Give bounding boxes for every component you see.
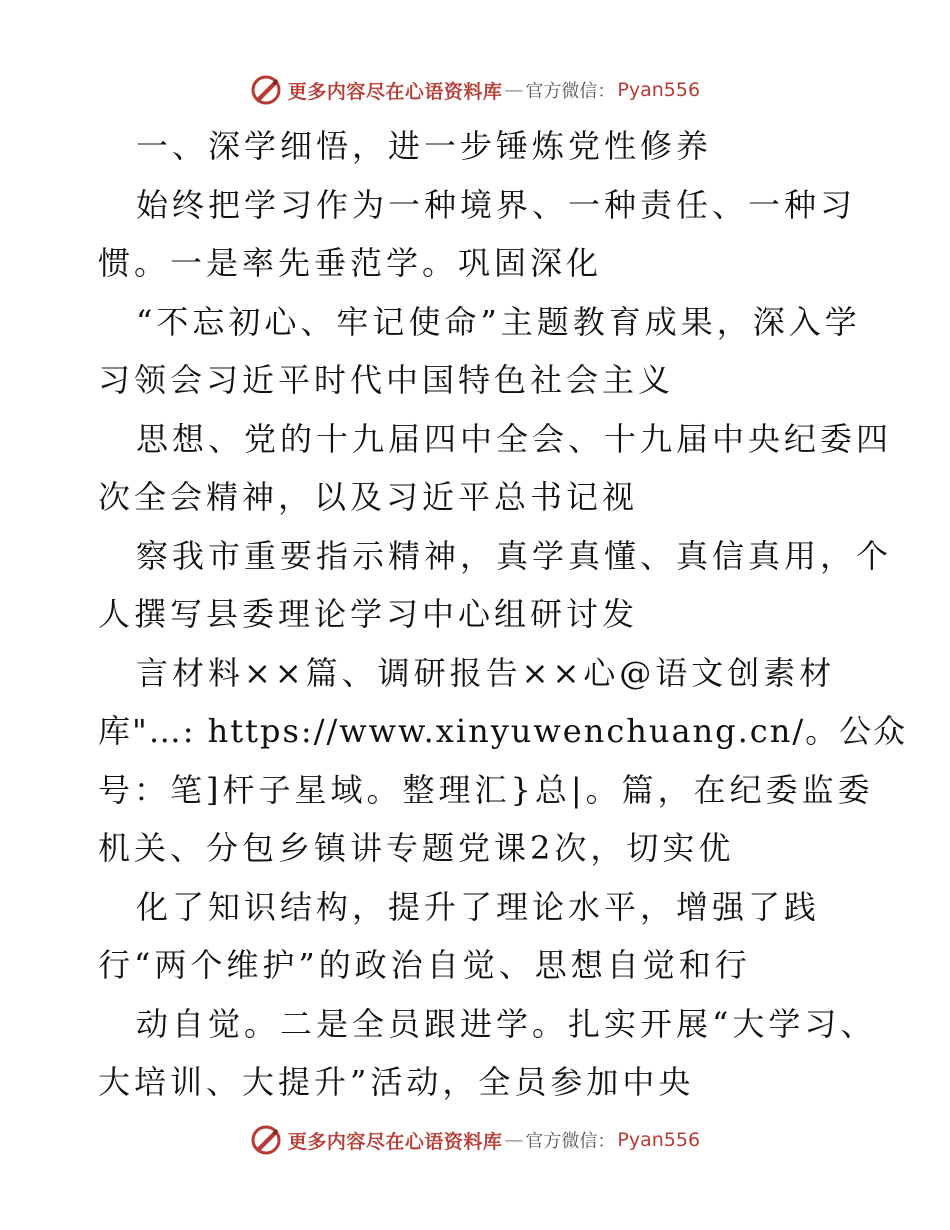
text-line: 次全会精神，以及习近平总书记视 [98, 478, 639, 516]
text-line: 行“两个维护”的政治自觉、思想自觉和行 [98, 946, 751, 984]
text-line: 惯。一是率先垂范学。巩固深化 [98, 244, 603, 282]
pen-logo-icon [250, 1124, 282, 1156]
text-line: “不忘初心、牢记使命”主题教育成果，深入学 [136, 302, 861, 341]
banner-separator: — [504, 79, 524, 101]
text-line: 察我市重要指示精神，真学真懂、真信真用，个 [136, 536, 893, 575]
banner-official-label: 官方微信： [525, 81, 616, 102]
section-heading: 一、深学细悟，进一步锤炼党性修养 [136, 127, 713, 165]
footer-banner [0, 1120, 950, 1160]
text-line: 思想、党的十九届四中全会、十九届中央纪委四 [136, 419, 893, 458]
banner-wechat-id: Pyan556 [617, 79, 701, 101]
banner-wechat-id: Pyan556 [617, 1129, 701, 1151]
text-line: 习领会习近平时代中国特色社会主义 [98, 361, 675, 399]
text-line-url: 库"…: https://www.xinyuwenchuang.cn/。公众 [98, 712, 908, 750]
document-body [98, 117, 908, 1112]
text-line: 大培训、大提升”活动，全员参加中央 [98, 1063, 695, 1101]
text-line: 号：笔]杆子星域。整理汇}总|。篇，在纪委监委 [98, 770, 874, 809]
text-line: 人撰写县委理论学习中心组研讨发 [98, 595, 639, 633]
text-line: 始终把学习作为一种境界、一种责任、一种习 [136, 185, 857, 224]
pen-logo-icon [250, 74, 282, 106]
header-banner [0, 70, 950, 110]
text-line: 动自觉。二是全员跟进学。扎实开展“大学习、 [136, 1004, 877, 1043]
text-line: 机关、分包乡镇讲专题党课2次，切实优 [98, 829, 735, 867]
banner-site-name: 更多内容尽在心语资料库 [287, 80, 503, 103]
text-line: 言材料××篇、调研报告××心@语文创素材 [136, 653, 836, 692]
banner-official-label: 官方微信： [525, 1131, 616, 1152]
banner-site-name: 更多内容尽在心语资料库 [287, 1130, 503, 1153]
text-line: 化了知识结构，提升了理论水平，增强了践 [136, 887, 821, 926]
banner-separator: — [504, 1129, 524, 1151]
